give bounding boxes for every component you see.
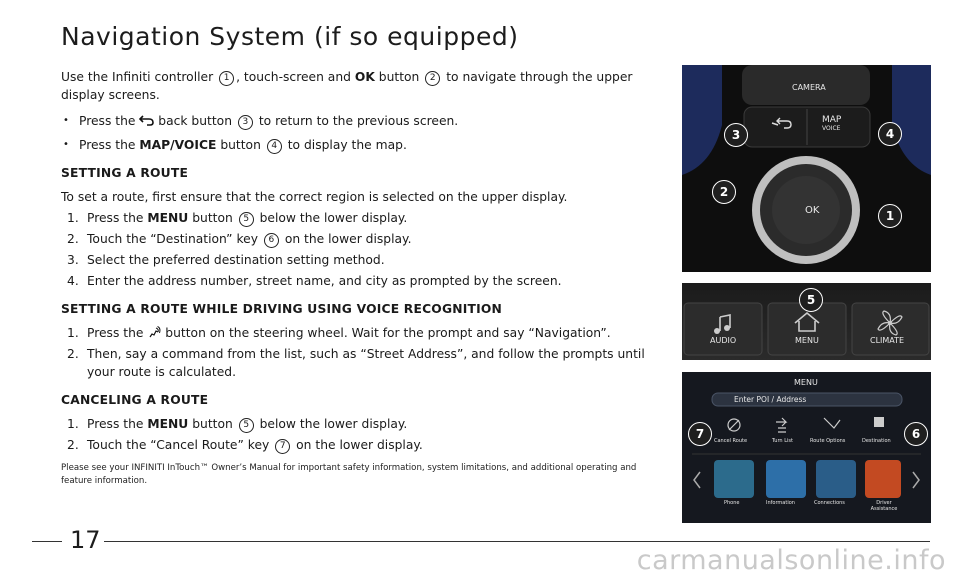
list-item: 3. Select the preferred destination setting method.	[67, 253, 385, 267]
callout-7: 7	[275, 439, 290, 454]
callout-2: 2	[425, 71, 440, 86]
callout-badge-3: 3	[724, 123, 748, 147]
list-item: 1. Press the MENU button 5 below the lower display.	[67, 211, 408, 225]
climate-label: CLIMATE	[870, 336, 905, 345]
footer-rule-right	[104, 541, 930, 542]
heading-voice-route: SETTING A ROUTE WHILE DRIVING USING VOICE RECOGNITION	[61, 302, 503, 316]
cancel-route-steps	[61, 415, 651, 454]
callout-6: 6	[264, 233, 279, 248]
map-label: MAP	[822, 115, 842, 125]
driver-assistance-key[interactable]: Driver Assistance	[870, 500, 898, 512]
camera-label: CAMERA	[792, 83, 826, 92]
body-text	[61, 68, 651, 488]
phone-key[interactable]: Phone	[724, 500, 740, 506]
bullet-back: • Press the back button 3 to return to the previous screen.	[61, 112, 651, 130]
back-arrow-icon	[139, 115, 154, 126]
list-item: 1. Press the MENU button 5 below the lower display.	[67, 417, 408, 431]
route-options-key[interactable]: Route Options	[810, 438, 846, 444]
list-item: 2. Touch the “Destination” key 6 on the lower display.	[67, 232, 412, 246]
voice-talk-icon	[147, 326, 161, 339]
destination-key[interactable]: Destination	[862, 438, 891, 444]
bullet-map-voice: • Press the MAP/VOICE button 4 to display the map.	[61, 136, 651, 154]
menu-header: MENU	[794, 378, 818, 387]
heading-cancel-route: CANCELING A ROUTE	[61, 393, 209, 407]
list-item: 1. Press the button on the steering wheel. Wait for the prompt and say “Navigation”.	[67, 326, 611, 340]
owner-manual-note: Please see your INFINITI InTouch™ Owner’s Manual for important safety information, system limitations, and additional operating and feature information.	[61, 463, 637, 486]
list-item: 2. Then, say a command from the list, such as “Street Address”, and follow the prompts until your route is calculated.	[67, 347, 645, 379]
voice-label: VOICE	[822, 125, 841, 132]
footer-rule-left	[32, 541, 62, 542]
callout-5: 5	[239, 212, 254, 227]
heading-setting-route: SETTING A ROUTE	[61, 166, 189, 180]
watermark: carmanualsonline.info	[636, 545, 946, 576]
voice-route-steps	[61, 324, 651, 381]
callout-badge-1: 1	[878, 204, 902, 228]
setting-route-intro: To set a route, first ensure that the correct region is selected on the upper display.	[61, 190, 568, 204]
page-number: 17	[70, 526, 101, 554]
callout-5: 5	[239, 418, 254, 433]
cancel-route-key[interactable]: Cancel Route	[714, 438, 748, 444]
list-item: 4. Enter the address number, street name, and city as prompted by the screen.	[67, 274, 562, 288]
callout-badge-5: 5	[799, 288, 823, 312]
callout-badge-4: 4	[878, 122, 902, 146]
connections-key[interactable]: Connections	[814, 500, 845, 506]
audio-label: AUDIO	[710, 336, 737, 345]
setting-route-steps	[61, 209, 651, 290]
callout-badge-6: 6	[904, 422, 928, 446]
callout-badge-7: 7	[688, 422, 712, 446]
list-item: 2. Touch the “Cancel Route” key 7 on the lower display.	[67, 438, 423, 452]
lower-buttons-photo	[682, 283, 931, 360]
callout-1: 1	[219, 71, 234, 86]
back-button-icon	[776, 117, 792, 129]
controller-photo	[682, 65, 931, 272]
controller-illustration	[682, 65, 931, 272]
touchscreen-photo	[682, 372, 931, 523]
callout-4: 4	[267, 139, 282, 154]
page-title: Navigation System (if so equipped)	[61, 22, 519, 51]
ok-label: OK	[805, 205, 820, 216]
callout-3: 3	[238, 115, 253, 130]
menu-label: MENU	[795, 336, 819, 345]
turn-list-key[interactable]: Turn List	[772, 438, 793, 444]
poi-search-input[interactable]: Enter POI / Address	[734, 395, 807, 404]
intro-paragraph: Use the Infiniti controller 1 , touch-screen and OK button 2 to navigate through the upper display screens.	[61, 70, 633, 102]
callout-badge-2: 2	[712, 180, 736, 204]
information-key[interactable]: Information	[766, 500, 795, 506]
